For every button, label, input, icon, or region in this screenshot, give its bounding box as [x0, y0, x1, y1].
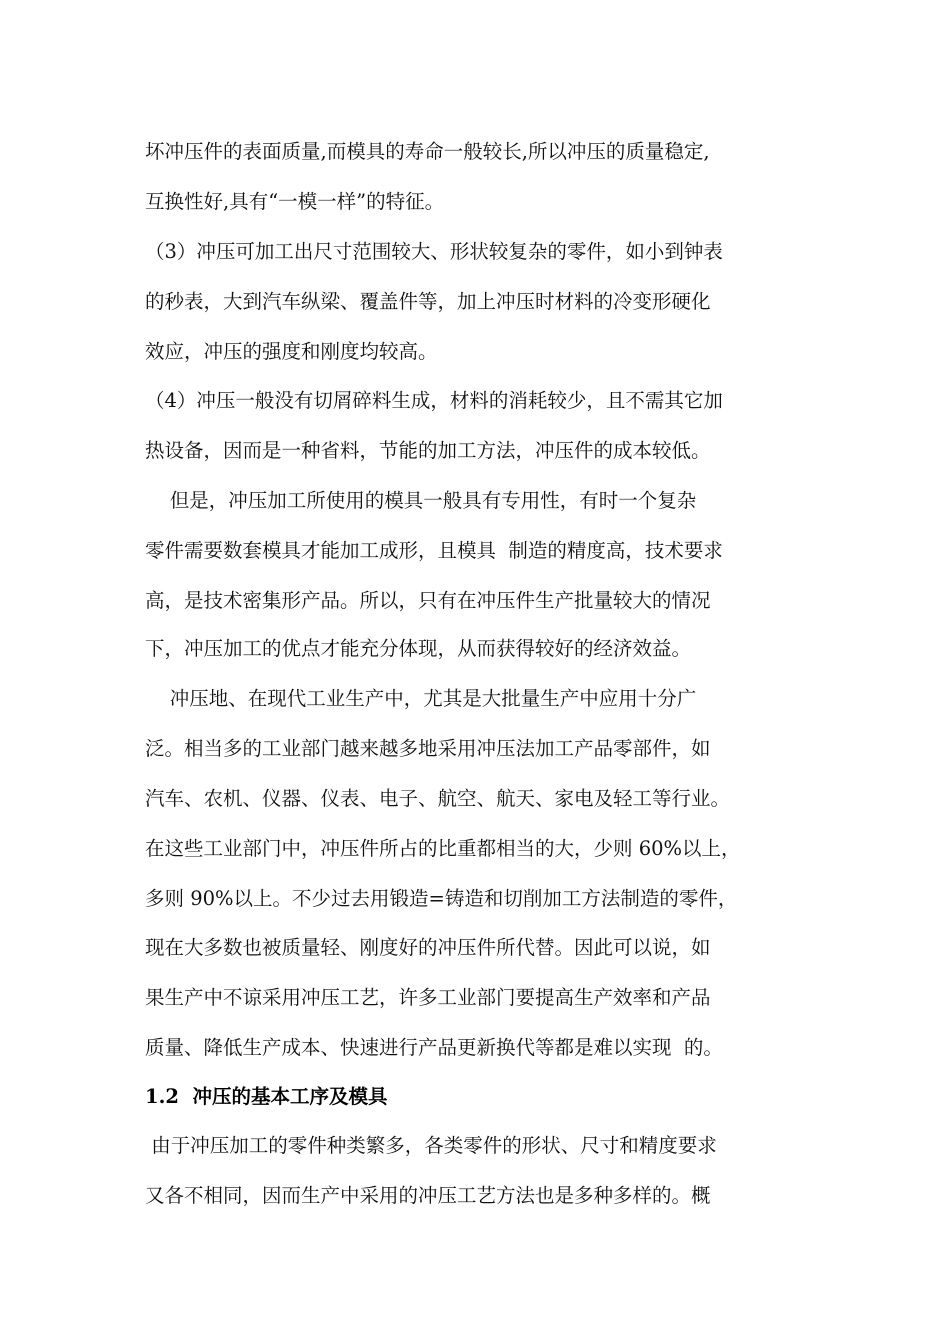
paragraph-line: 多则 90%以上。不少过去用锻造=铸造和切削加工方法制造的零件，	[145, 887, 738, 910]
paragraph-line: 效应，冲压的强度和刚度均较高。	[145, 340, 438, 363]
paragraph-line: 果生产中不谅采用冲压工艺，许多工业部门要提高生产效率和产品	[145, 986, 711, 1009]
paragraph-line: 但是，冲压加工所使用的模具一般具有专用性，有时一个复杂	[145, 489, 697, 512]
paragraph-line: 汽车、农机、仪器、仪表、电子、航空、航天、家电及轻工等行业。	[145, 787, 731, 810]
paragraph-line: 由于冲压加工的零件种类繁多，各类零件的形状、尺寸和精度要求	[145, 1134, 717, 1157]
paragraph-line: 零件需要数套模具才能加工成形，且模具 制造的精度高，技术要求	[145, 539, 723, 562]
paragraph-line: 质量、降低生产成本、快速进行产品更新换代等都是难以实现 的。	[145, 1036, 723, 1059]
paragraph-line: 泛。相当多的工业部门越来越多地采用冲压法加工产品零部件，如	[145, 737, 711, 760]
paragraph-line: 的秒表，大到汽车纵梁、覆盖件等，加上冲压时材料的冷变形硬化	[145, 290, 711, 313]
paragraph-line: 在这些工业部门中，冲压件所占的比重都相当的大，少则 60%以上，	[145, 837, 741, 860]
paragraph-line: 又各不相同，因而生产中采用的冲压工艺方法也是多种多样的。概	[145, 1184, 711, 1207]
paragraph-line: 坏冲压件的表面质量,而模具的寿命一般较长,所以冲压的质量稳定,	[145, 140, 710, 163]
paragraph-line: 热设备，因而是一种省料，节能的加工方法，冲压件的成本较低。	[145, 439, 711, 462]
paragraph-line: 冲压地、在现代工业生产中，尤其是大批量生产中应用十分广	[145, 687, 697, 710]
paragraph-line: 互换性好,具有“一模一样”的特征。	[145, 190, 445, 213]
paragraph-line: 下，冲压加工的优点才能充分体现，从而获得较好的经济效益。	[145, 637, 692, 660]
paragraph-line: 高，是技术密集形产品。所以，只有在冲压件生产批量较大的情况	[145, 589, 711, 612]
paragraph-line: （4）冲压一般没有切屑碎料生成，材料的消耗较少，且不需其它加	[145, 389, 723, 412]
section-heading: 1.2 冲压的基本工序及模具	[145, 1085, 388, 1108]
paragraph-line: （3）冲压可加工出尺寸范围较大、形状较复杂的零件，如小到钟表	[145, 240, 723, 263]
paragraph-line: 现在大多数也被质量轻、刚度好的冲压件所代替。因此可以说，如	[145, 936, 711, 959]
